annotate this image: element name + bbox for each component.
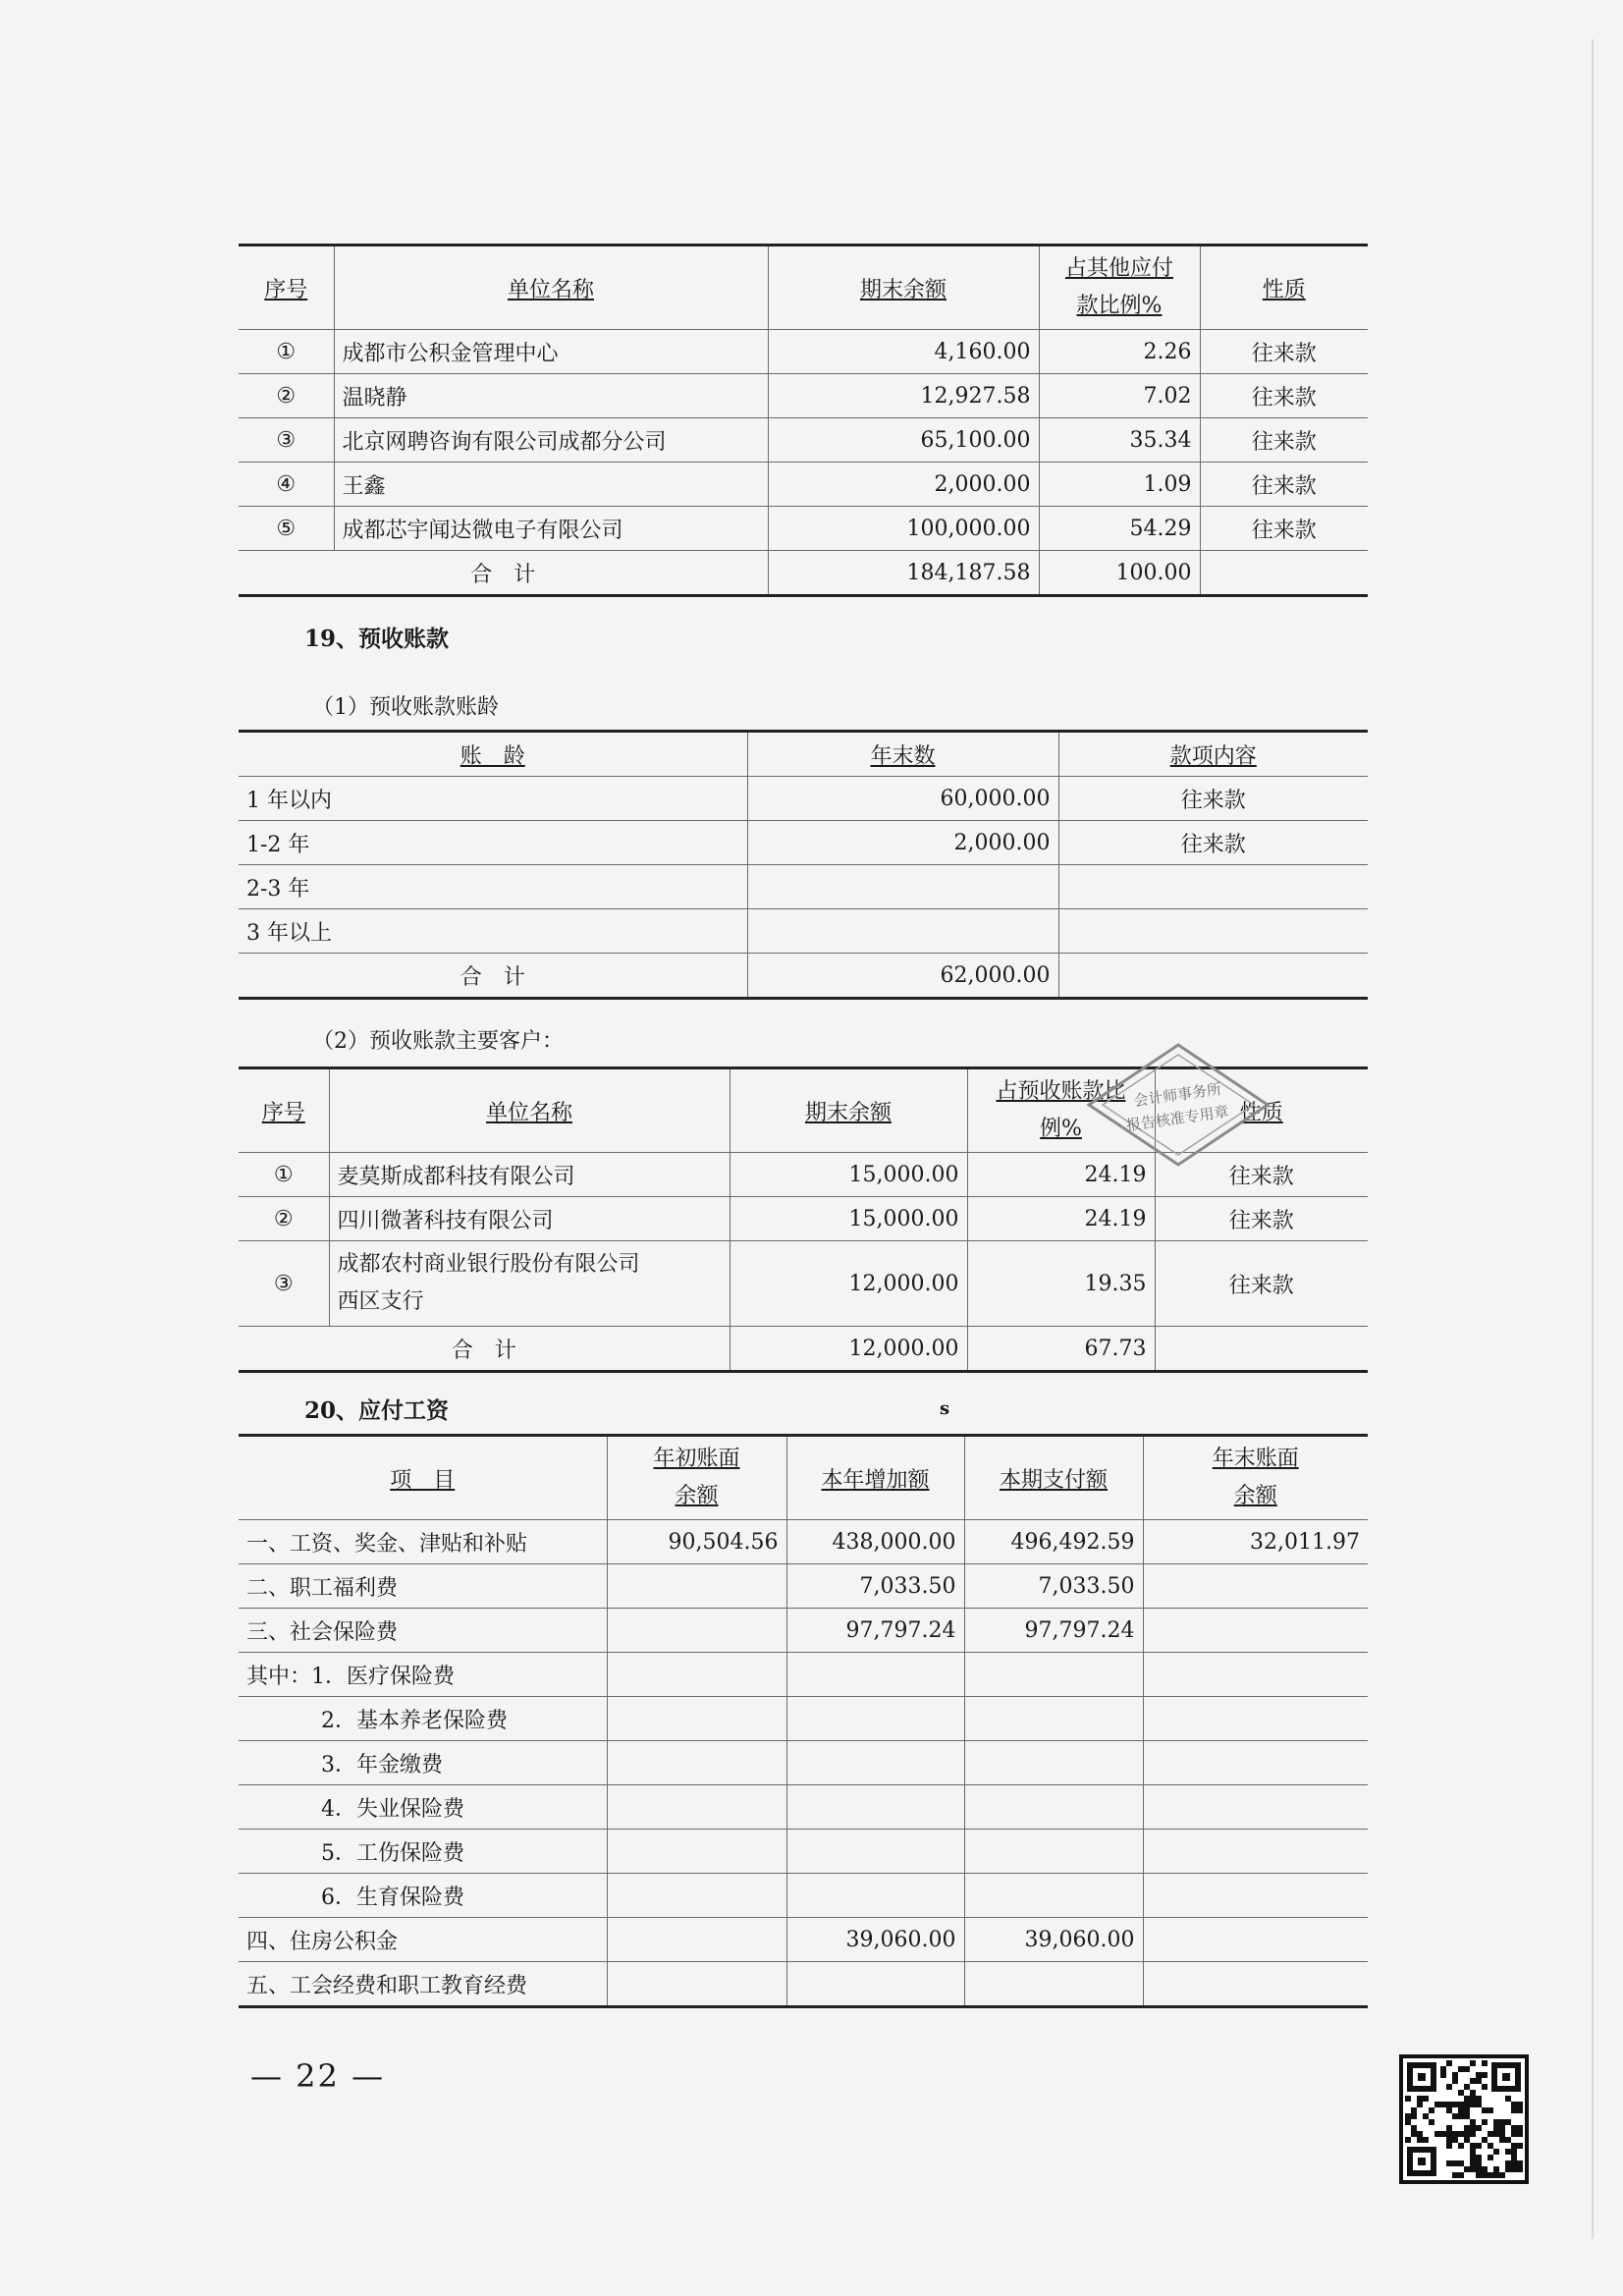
row-closing (1143, 1653, 1368, 1697)
row-no: ② (239, 374, 334, 418)
row-amount: 60,000.00 (747, 777, 1058, 821)
total-label: 合 计 (239, 551, 768, 596)
row-nature: 往来款 (1200, 507, 1368, 551)
row-item: 4．失业保险费 (239, 1785, 607, 1830)
row-nature: 往来款 (1200, 463, 1368, 507)
row-content (1058, 865, 1368, 909)
row-item: 3．年金缴费 (239, 1741, 607, 1785)
qr-module (1440, 2072, 1446, 2078)
row-name: 成都市公积金管理中心 (334, 330, 768, 374)
total-content (1058, 954, 1368, 999)
row-content: 往来款 (1058, 777, 1368, 821)
qr-module (1446, 2143, 1452, 2149)
total-balance: 12,000.00 (730, 1327, 967, 1372)
table-total-row (239, 954, 1368, 999)
qr-module (1517, 2166, 1523, 2172)
row-increase (786, 1785, 964, 1830)
row-increase (786, 1962, 964, 2007)
row-increase: 97,797.24 (786, 1609, 964, 1653)
total-label: 合 计 (239, 954, 747, 999)
row-no: ③ (239, 1241, 329, 1327)
row-increase (786, 1697, 964, 1741)
row-closing (1143, 1741, 1368, 1785)
table-row (239, 1830, 1368, 1874)
row-ratio: 35.34 (1039, 418, 1200, 463)
row-increase: 438,000.00 (786, 1520, 964, 1564)
col-header-name: 单位名称 (329, 1068, 730, 1153)
row-balance: 15,000.00 (730, 1153, 967, 1197)
row-increase: 39,060.00 (786, 1918, 964, 1962)
table-row (239, 1197, 1368, 1241)
table-row (239, 777, 1368, 821)
row-name-line2: 西区支行 (337, 1289, 424, 1314)
row-content: 往来款 (1058, 821, 1368, 865)
table-row (239, 1564, 1368, 1609)
qr-module (1482, 2060, 1488, 2066)
qr-module (1446, 2084, 1452, 2090)
qr-module (1417, 2102, 1423, 2107)
row-name: 成都芯宇闻达微电子有限公司 (334, 507, 768, 551)
row-opening (607, 1609, 786, 1653)
table-row (239, 374, 1368, 418)
row-opening (607, 1697, 786, 1741)
section-19-title: 19、预收账款 (304, 626, 450, 652)
qr-module (1470, 2131, 1476, 2137)
row-no: ③ (239, 418, 334, 463)
table-row (239, 821, 1368, 865)
row-name: 四川微著科技有限公司 (329, 1197, 730, 1241)
row-ratio: 1.09 (1039, 463, 1200, 507)
row-name: 麦莫斯成都科技有限公司 (329, 1153, 730, 1197)
qr-module (1517, 2107, 1523, 2113)
col-header-opening-line2: 余额 (675, 1484, 719, 1508)
stamp-line1: 会计师事务所 (1132, 1079, 1223, 1111)
col-header-content: 款项内容 (1058, 732, 1368, 777)
row-item: 四、住房公积金 (239, 1918, 607, 1962)
row-name (329, 1241, 730, 1327)
row-opening (607, 1918, 786, 1962)
row-nature: 往来款 (1155, 1241, 1368, 1327)
table-row (239, 865, 1368, 909)
row-item: 5．工伤保险费 (239, 1830, 607, 1874)
row-closing: 32,011.97 (1143, 1520, 1368, 1564)
qr-module (1405, 2096, 1411, 2102)
row-age: 2-3 年 (239, 865, 747, 909)
row-paid: 39,060.00 (964, 1918, 1143, 1962)
row-nature: 往来款 (1200, 330, 1368, 374)
row-closing (1143, 1785, 1368, 1830)
table-row (239, 418, 1368, 463)
col-header-balance: 期末余额 (730, 1068, 967, 1153)
qr-module (1470, 2060, 1476, 2066)
qr-module (1482, 2084, 1488, 2090)
qr-module (1429, 2107, 1434, 2113)
total-balance: 184,187.58 (768, 551, 1039, 596)
row-name: 王鑫 (334, 463, 768, 507)
row-no: ① (239, 1153, 329, 1197)
table-row (239, 909, 1368, 954)
row-closing (1143, 1830, 1368, 1874)
col-header-opening (607, 1436, 786, 1520)
qr-module (1405, 2137, 1411, 2143)
row-opening (607, 1830, 786, 1874)
row-paid: 97,797.24 (964, 1609, 1143, 1653)
row-paid (964, 1653, 1143, 1697)
section-19-sub1: （1）预收账款账龄 (312, 695, 499, 720)
row-paid: 496,492.59 (964, 1520, 1143, 1564)
col-header-no: 序号 (239, 246, 334, 330)
row-nature: 往来款 (1155, 1197, 1368, 1241)
row-content (1058, 909, 1368, 954)
qr-module (1517, 2143, 1523, 2149)
total-nature (1200, 551, 1368, 596)
row-increase (786, 1653, 964, 1697)
qr-module (1452, 2078, 1458, 2084)
row-balance: 12,000.00 (730, 1241, 967, 1327)
row-item: 二、职工福利费 (239, 1564, 607, 1609)
col-header-age: 账 龄 (239, 732, 747, 777)
row-age: 1-2 年 (239, 821, 747, 865)
qr-module (1411, 2113, 1417, 2119)
row-increase: 7,033.50 (786, 1564, 964, 1609)
row-balance: 100,000.00 (768, 507, 1039, 551)
row-opening (607, 1741, 786, 1785)
row-item: 6．生育保险费 (239, 1874, 607, 1918)
row-paid (964, 1830, 1143, 1874)
qr-finder-bottom-left (1407, 2147, 1436, 2176)
row-opening (607, 1653, 786, 1697)
qr-module (1458, 2172, 1464, 2178)
row-age: 1 年以内 (239, 777, 747, 821)
qr-module (1464, 2066, 1470, 2072)
page-number: — 22 — (250, 2057, 386, 2095)
col-header-no: 序号 (239, 1068, 329, 1153)
total-label: 合 计 (239, 1327, 730, 1372)
col-header-increase: 本年增加额 (786, 1436, 964, 1520)
col-header-ratio-line1: 占预收账款比 (996, 1079, 1126, 1104)
table-row (239, 1520, 1368, 1564)
col-header-nature: 性质 (1155, 1068, 1368, 1153)
qr-module (1458, 2143, 1464, 2149)
stamp-line2: 报告核准专用章 (1125, 1102, 1230, 1135)
row-name-line1: 成都农村商业银行股份有限公司 (337, 1252, 640, 1277)
qr-module (1482, 2072, 1488, 2078)
col-header-nature: 性质 (1200, 246, 1368, 330)
row-item: 三、社会保险费 (239, 1609, 607, 1653)
row-amount (747, 865, 1058, 909)
row-amount (747, 909, 1058, 954)
row-no: ⑤ (239, 507, 334, 551)
table-row (239, 1962, 1368, 2007)
row-increase (786, 1741, 964, 1785)
page-edge-shadow (1592, 39, 1594, 2239)
table-row (239, 1609, 1368, 1653)
row-balance: 12,927.58 (768, 374, 1039, 418)
other-payables-table (239, 244, 1368, 597)
table-row (239, 507, 1368, 551)
row-increase (786, 1874, 964, 1918)
qr-finder-top-left (1407, 2062, 1436, 2092)
qr-finder-top-right (1491, 2062, 1521, 2092)
row-balance: 4,160.00 (768, 330, 1039, 374)
col-header-opening-line1: 年初账面 (653, 1447, 740, 1471)
row-item: 2．基本养老保险费 (239, 1697, 607, 1741)
row-paid (964, 1874, 1143, 1918)
qr-module (1446, 2060, 1452, 2066)
total-ratio: 100.00 (1039, 551, 1200, 596)
qr-module (1493, 2149, 1499, 2155)
row-nature: 往来款 (1155, 1153, 1368, 1197)
table-row (239, 463, 1368, 507)
row-closing (1143, 1564, 1368, 1609)
qr-module (1488, 2107, 1493, 2113)
table-header-row (239, 246, 1368, 330)
row-amount: 2,000.00 (747, 821, 1058, 865)
total-amount: 62,000.00 (747, 954, 1058, 999)
col-header-balance: 期末余额 (768, 246, 1039, 330)
table-header-row (239, 1436, 1368, 1520)
row-ratio: 24.19 (967, 1153, 1155, 1197)
section-19-sub2: （2）预收账款主要客户： (312, 1029, 564, 1054)
row-opening (607, 1564, 786, 1609)
row-no: ② (239, 1197, 329, 1241)
row-no: ④ (239, 463, 334, 507)
table-row (239, 1241, 1368, 1327)
table-total-row (239, 1327, 1368, 1372)
col-header-ratio-line1: 占其他应付 (1064, 256, 1173, 281)
col-header-closing (1143, 1436, 1368, 1520)
row-balance: 15,000.00 (730, 1197, 967, 1241)
table-row (239, 1874, 1368, 1918)
row-closing (1143, 1918, 1368, 1962)
qr-module (1488, 2155, 1493, 2160)
col-header-ratio-line2: 款比例% (1076, 294, 1163, 318)
col-header-item: 项 目 (239, 1436, 607, 1520)
table-row (239, 1741, 1368, 1785)
table-total-row (239, 551, 1368, 596)
qr-module (1476, 2125, 1482, 2131)
row-opening (607, 1962, 786, 2007)
row-closing (1143, 1697, 1368, 1741)
row-item: 一、工资、奖金、津贴和补贴 (239, 1520, 607, 1564)
row-closing (1143, 1874, 1368, 1918)
row-opening (607, 1874, 786, 1918)
row-name: 北京网聘咨询有限公司成都分公司 (334, 418, 768, 463)
row-ratio: 19.35 (967, 1241, 1155, 1327)
col-header-name: 单位名称 (334, 246, 768, 330)
row-ratio: 54.29 (1039, 507, 1200, 551)
row-closing (1143, 1609, 1368, 1653)
row-no: ① (239, 330, 334, 374)
seal-stamp-icon (1085, 1041, 1271, 1169)
row-closing (1143, 1962, 1368, 2007)
col-header-ratio (1039, 246, 1200, 330)
row-opening: 90,504.56 (607, 1520, 786, 1564)
section-20-title: 20、应付工资 (304, 1397, 450, 1424)
qr-module (1423, 2137, 1429, 2143)
row-balance: 65,100.00 (768, 418, 1039, 463)
row-paid (964, 1962, 1143, 2007)
row-age: 3 年以上 (239, 909, 747, 954)
col-header-amount: 年末数 (747, 732, 1058, 777)
table-row (239, 330, 1368, 374)
row-item: 五、工会经费和职工教育经费 (239, 1962, 607, 2007)
table-header-row (239, 732, 1368, 777)
row-opening (607, 1785, 786, 1830)
row-paid (964, 1697, 1143, 1741)
row-nature: 往来款 (1200, 418, 1368, 463)
row-name: 温晓静 (334, 374, 768, 418)
col-header-ratio-line2: 例% (1040, 1117, 1082, 1141)
qr-module (1499, 2172, 1505, 2178)
table-row (239, 1785, 1368, 1830)
col-header-closing-line2: 余额 (1233, 1484, 1277, 1508)
row-ratio: 24.19 (967, 1197, 1155, 1241)
wages-payable-table (239, 1434, 1368, 2008)
total-nature (1155, 1327, 1368, 1372)
table-row (239, 1918, 1368, 1962)
row-item: 其中：1．医疗保险费 (239, 1653, 607, 1697)
qr-module (1482, 2119, 1488, 2125)
row-nature: 往来款 (1200, 374, 1368, 418)
row-increase (786, 1830, 964, 1874)
qr-module (1423, 2096, 1429, 2102)
table-row (239, 1653, 1368, 1697)
total-ratio: 67.73 (967, 1327, 1155, 1372)
row-paid (964, 1741, 1143, 1785)
col-header-paid: 本期支付额 (964, 1436, 1143, 1520)
row-paid (964, 1785, 1143, 1830)
row-ratio: 7.02 (1039, 374, 1200, 418)
col-header-closing-line1: 年末账面 (1212, 1447, 1299, 1471)
table-row (239, 1697, 1368, 1741)
row-ratio: 2.26 (1039, 330, 1200, 374)
qr-module (1476, 2143, 1482, 2149)
row-paid: 7,033.50 (964, 1564, 1143, 1609)
qr-module (1517, 2131, 1523, 2137)
qr-code-icon (1399, 2054, 1529, 2184)
advance-aging-table (239, 730, 1368, 1000)
row-balance: 2,000.00 (768, 463, 1039, 507)
qr-module (1429, 2119, 1434, 2125)
stray-mark: s (940, 1398, 950, 1419)
